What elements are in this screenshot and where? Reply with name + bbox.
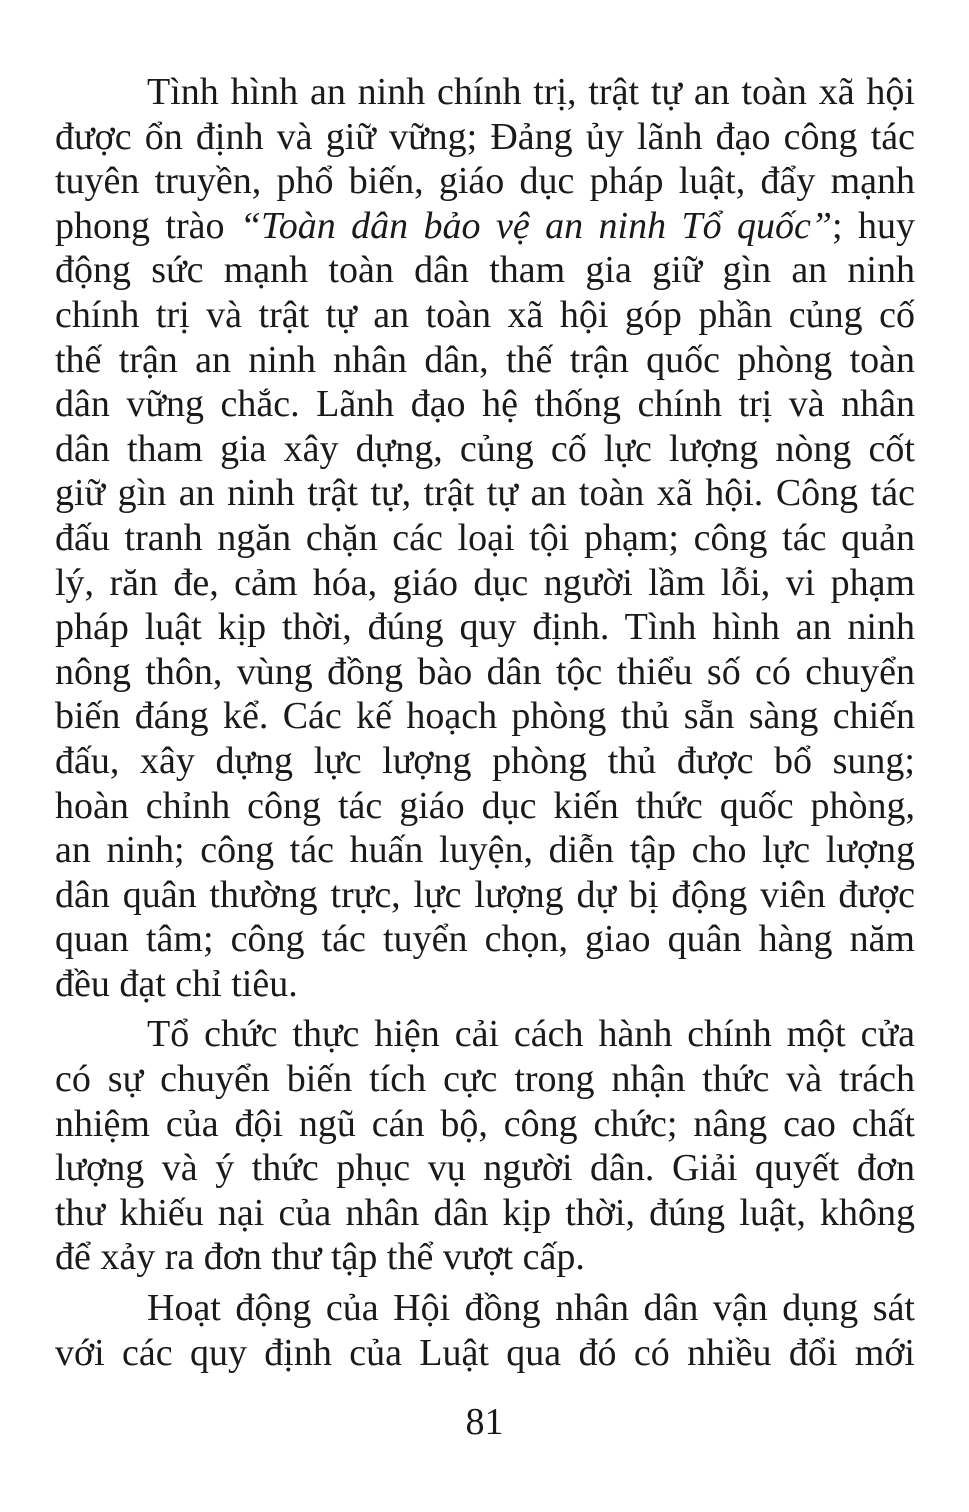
text-line: đấu, xây dựng lực lượng phòng thủ được bổ sung; bbox=[55, 739, 915, 782]
text-line: Hoạt động của Hội đồng nhân dân vận dụng sát bbox=[147, 1287, 915, 1330]
text-line: với các quy định của Luật qua đó có nhiều đổi mới bbox=[55, 1331, 915, 1374]
paragraph-1 bbox=[55, 70, 915, 1006]
text-line: hoàn chỉnh công tác giáo dục kiến thức quốc phòng, bbox=[55, 784, 915, 827]
text-line: tuyên truyền, phổ biến, giáo dục pháp luật, đẩy mạnh bbox=[55, 160, 915, 203]
page-number: 81 bbox=[465, 1401, 504, 1443]
text-line: đều đạt chỉ tiêu. bbox=[55, 962, 298, 1005]
text-line: pháp luật kịp thời, đúng quy định. Tình hình an ninh bbox=[55, 606, 915, 649]
text-segment: phong trào bbox=[55, 204, 240, 247]
text-line: nông thôn, vùng đồng bào dân tộc thiểu số có chuyển bbox=[55, 650, 915, 693]
quoted-slogan: “Toàn dân bảo vệ an ninh Tổ quốc” bbox=[239, 204, 833, 247]
text-line: thư khiếu nại của nhân dân kịp thời, đúng luật, không bbox=[55, 1191, 915, 1234]
text-line: Tình hình an ninh chính trị, trật tự an toàn xã hội bbox=[147, 71, 915, 113]
text-segment: ; huy bbox=[832, 204, 916, 247]
text-line: động sức mạnh toàn dân tham gia giữ gìn an ninh bbox=[55, 249, 915, 292]
text-line: giữ gìn an ninh trật tự, trật tự an toàn xã hội. Công tác bbox=[55, 472, 915, 515]
text-line: nhiệm của đội ngũ cán bộ, công chức; nâng cao chất bbox=[55, 1102, 915, 1145]
text-line: an ninh; công tác huấn luyện, diễn tập cho lực lượng bbox=[55, 829, 915, 872]
text-line: chính trị và trật tự an toàn xã hội góp phần củng cố bbox=[55, 293, 915, 336]
page-body bbox=[55, 70, 915, 1375]
text-line: dân vững chắc. Lãnh đạo hệ thống chính trị và nhân bbox=[55, 383, 915, 426]
text-line: dân quân thường trực, lực lượng dự bị động viên được bbox=[55, 873, 915, 916]
text-line: quan tâm; công tác tuyển chọn, giao quân hàng năm bbox=[55, 918, 915, 961]
text-line: thế trận an ninh nhân dân, thế trận quốc phòng toàn bbox=[55, 338, 915, 381]
text-line: được ổn định và giữ vững; Đảng ủy lãnh đạo công tác bbox=[55, 115, 915, 158]
text-line: để xảy ra đơn thư tập thể vượt cấp. bbox=[55, 1236, 585, 1279]
text-line-with-quote bbox=[55, 204, 915, 249]
text-line: biến đáng kể. Các kế hoạch phòng thủ sẵn sàng chiến bbox=[55, 695, 915, 738]
text-line: đấu tranh ngăn chặn các loại tội phạm; công tác quản bbox=[55, 516, 915, 559]
paragraph-2 bbox=[55, 1012, 915, 1280]
text-line: dân tham gia xây dựng, củng cố lực lượng nòng cốt bbox=[55, 427, 915, 470]
text-line: Tổ chức thực hiện cải cách hành chính một cửa bbox=[147, 1013, 915, 1056]
text-line: lý, răn đe, cảm hóa, giáo dục người lầm lỗi, vi phạm bbox=[55, 561, 915, 604]
text-line: có sự chuyển biến tích cực trong nhận thức và trách bbox=[55, 1058, 915, 1101]
text-line: lượng và ý thức phục vụ người dân. Giải quyết đơn bbox=[55, 1147, 915, 1190]
paragraph-3 bbox=[55, 1286, 915, 1375]
